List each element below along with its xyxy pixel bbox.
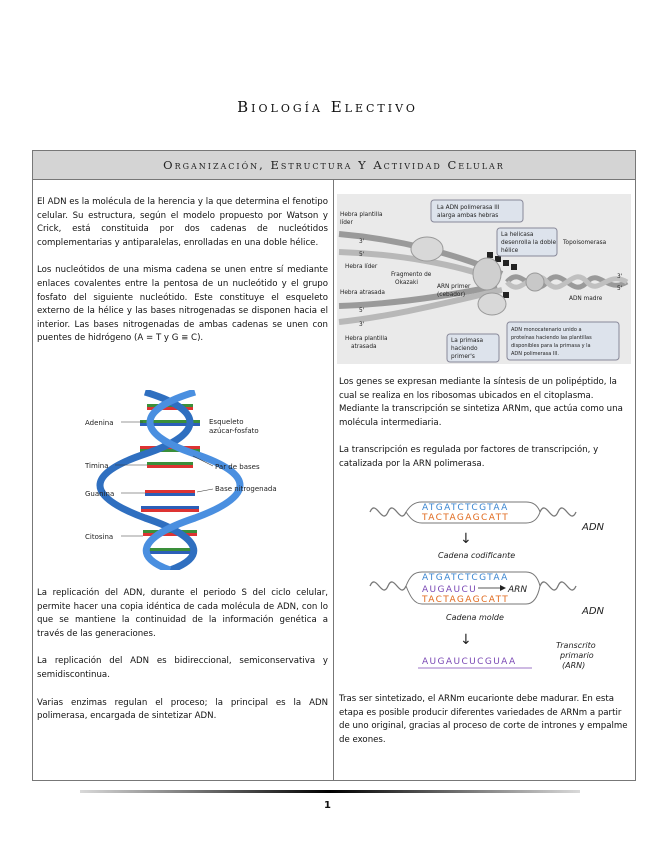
label-3prime-c: 3' [617, 274, 623, 280]
label-thymine: Timina [85, 462, 109, 470]
section-title: Organización, Estructura Y Actividad Celular [163, 158, 505, 172]
paragraph-replication: La replicación del ADN, durante el periodo S del ciclo celular, permite hacer una copia idéntica de cada molécula de ADN, con lo que se mantiene la continuidad de la información genética a través de las generaciones. [37, 588, 328, 639]
label-dna-top: ADN [582, 522, 605, 533]
callout-primase-2: haciendo [451, 346, 478, 352]
left-column-bottom [37, 587, 328, 738]
coding-sequence: ATGATCTCGTAA [422, 503, 509, 513]
paragraph-nucleotides: Los nucleótidos de una misma cadena se unen entre sí mediante enlaces covalentes entre la pentosa de un nucleótido y el grupo fosfato del siguiente nucleótido. Este constituye el esqueleto externo de la hélice y las bases nitrogenadas se disponen hacia el interior. Las bases nitrogenadas de ambas cadenas se unen con puentes de hidrógeno (A = T y G ≡ C). [37, 265, 328, 344]
callout-mono-2: proteínas haciendo las plantillas [511, 335, 592, 341]
dna-coil-right-2 [540, 582, 576, 590]
callout-mono-3: disponibles para la primasa y la [511, 343, 591, 349]
arrow-down-2: ↓ [460, 632, 472, 648]
label-parent-dna: ADN madre [569, 296, 603, 302]
callout-mono-4: ADN polimerasa III. [511, 351, 559, 357]
paragraph-gene-expression: Los genes se expresan mediante la síntesis de un polipéptido, la cual se realiza en los ribosomas ubicados en el citoplasma. Mediante la transcripción se sintetiza ARNm, que actúa como una molécula intermediaria. [339, 377, 623, 428]
rna-full: AUGAUCUCGUAA [422, 657, 517, 667]
rna-partial: AUGAUCU [422, 585, 478, 595]
label-template-lagging-1: Hebra plantilla [345, 336, 388, 342]
label-backbone-1: Esqueleto [209, 418, 244, 426]
coding-sequence-2: ATGATCTCGTAA [422, 573, 509, 583]
label-nitrogen-base: Base nitrogenada [215, 485, 277, 493]
label-leading: Hebra líder [345, 264, 378, 270]
callout-helicase-3: hélice [501, 248, 519, 254]
page-number: 1 [324, 800, 331, 811]
label-template-strand: Cadena molde [446, 613, 504, 622]
callout-polymerase-iii-2: alarga ambas hebras [437, 213, 499, 219]
paragraph-maturation: Tras ser sintetizado, el ARNm eucarionte debe madurar. En esta etapa es posible producir diferentes variedades de ARNm a partir de uno original, gracias al proceso de corte de intrones y empalme de exones. [339, 694, 628, 745]
right-column-bottom [339, 693, 631, 761]
dna-replication-figure [337, 194, 631, 364]
paragraph-enzymes: Varias enzimas regulan el proceso; la principal es la ADN polimerasa, encargada de sintetizar ADN. [37, 697, 328, 722]
page-title: Biología Electivo [237, 98, 418, 116]
callout-primase-1: La primasa [451, 338, 484, 344]
template-sequence: TACTAGAGCATT [422, 513, 510, 523]
column-divider [333, 180, 334, 781]
label-5prime-b: 5' [359, 308, 365, 314]
label-cytosine: Citosina [85, 533, 114, 541]
label-adenine: Adenina [85, 419, 114, 427]
label-arn: ARN [508, 585, 528, 595]
dna-helix-figure [85, 390, 285, 570]
dna-coil-left-2 [370, 582, 406, 590]
label-lagging: Hebra atrasada [340, 290, 385, 296]
label-topoisomerase: Topoisomerasa [563, 240, 607, 246]
label-okazaki-1: Fragmento de [391, 272, 432, 278]
dna-coil-left-1 [370, 508, 406, 516]
label-5prime-c: 5' [617, 286, 623, 292]
label-dna-middle: ADN [582, 606, 605, 617]
label-template-leading-1: Hebra plantilla [340, 212, 383, 218]
arrow-down-1: ↓ [460, 531, 472, 547]
label-guanine: Guanina [85, 490, 115, 498]
label-base-pair: Par de bases [215, 463, 260, 471]
paragraph-dna-intro: El ADN es la molécula de la herencia y la que determina el fenotipo celular. Su estructura, según el modelo propuesto por Watson y Crick, está constituida por dos cadenas de nucleótidos complementarias y antiparalelas, enrolladas en una doble hélice. [37, 197, 328, 248]
callout-primase-3: primer's [451, 354, 475, 360]
label-3prime-a: 3' [359, 239, 365, 245]
callout-helicase-1: La helicasa [501, 232, 534, 238]
label-transcript-3: (ARN) [562, 661, 586, 670]
right-column-top [339, 376, 631, 486]
transcription-figure [350, 490, 630, 678]
callout-helicase-2: desenrolla la doble [501, 240, 557, 246]
label-backbone-2: azúcar-fosfato [209, 427, 259, 435]
label-coding-strand: Cadena codificante [438, 551, 516, 560]
callout-polymerase-iii-1: La ADN polimerasa III [437, 205, 500, 211]
footer-rule [80, 790, 580, 793]
template-sequence-2: TACTAGAGCATT [422, 595, 510, 605]
label-3prime-b: 3' [359, 322, 365, 328]
section-banner [32, 150, 636, 180]
callout-mono-1: ADN monocatenario unido a [511, 327, 582, 333]
label-primer-rna-1: ARN primer [437, 284, 471, 290]
label-template-leading-2: líder [340, 220, 353, 226]
dna-coil-right-1 [540, 508, 576, 516]
label-transcript-2: primario [560, 651, 594, 660]
label-5prime-a: 5' [359, 252, 365, 258]
label-okazaki-2: Okazaki [395, 280, 418, 286]
paragraph-bidirectional: La replicación del ADN es bidireccional, semiconservativa y semidiscontinua. [37, 656, 328, 680]
paragraph-transcription: La transcripción es regulada por factores de transcripción, y catalizada por la ARN polimerasa. [339, 445, 599, 469]
label-primer-rna-2: (cebador) [437, 292, 466, 298]
label-transcript-1: Transcrito [556, 641, 596, 650]
left-column-top [37, 196, 328, 360]
label-template-lagging-2: atrasada [351, 344, 377, 350]
